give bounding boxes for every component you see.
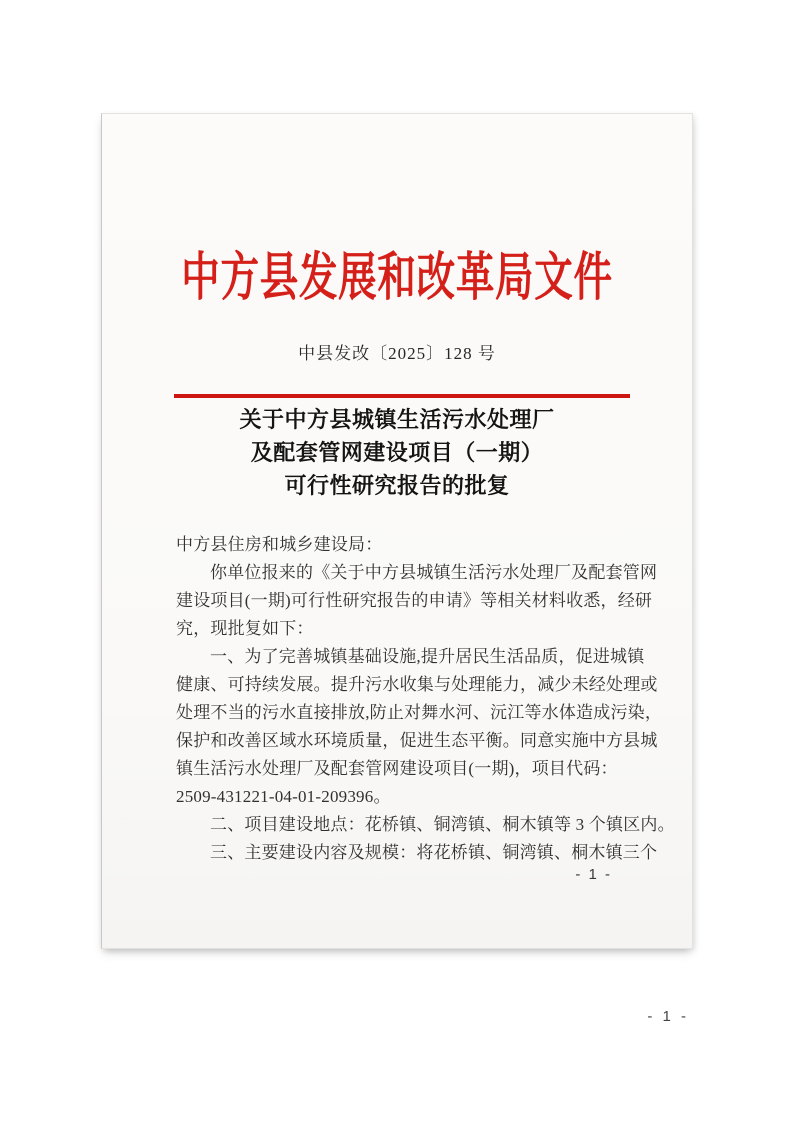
viewer-page-number: - 1 - [647,1008,689,1025]
body-line: 二、项目建设地点：花桥镇、铜湾镇、桐木镇等 3 个镇区内。 [210,815,675,834]
document-title-line-2: 及配套管网建设项目（一期） [250,440,544,465]
body-line: 三、主要建设内容及规模：将花桥镇、铜湾镇、桐木镇三个 [210,843,658,862]
body-line: 究，现批复如下： [176,619,314,638]
agency-header-title: 中方县发展和改革局文件 [181,250,613,307]
body-line: 一、为了完善城镇基础设施,提升居民生活品质，促进城镇 [210,647,645,666]
body-line: 保护和改善区域水环境质量，促进生态平衡。同意实施中方县城 [176,731,658,750]
document-body [176,531,675,867]
body-line: 你单位报来的《关于中方县城镇生活污水处理厂及配套管网 [210,563,658,582]
project-code-line: 2509-431221-04-01-209396。 [176,787,391,806]
body-line: 建设项目(一期)可行性研究报告的申请》等相关材料收悉，经研 [176,591,653,610]
document-reference-number: 中县发改〔2025〕128 号 [298,344,496,363]
document-title-line-3: 可行性研究报告的批复 [284,473,510,498]
body-line: 处理不当的污水直接排放,防止对舞水河、沅江等水体造成污染， [176,703,663,722]
document-page-number: - 1 - [575,866,612,883]
body-line: 健康、可持续发展。提升污水收集与处理能力，减少未经处理或 [176,675,658,694]
recipient-line: 中方县住房和城乡建设局： [176,535,383,554]
scanned-document-sheet [101,113,693,949]
body-line: 镇生活污水处理厂及配套管网建设项目(一期)，项目代码： [176,759,618,778]
red-divider-line [174,394,630,398]
document-title-line-1: 关于中方县城镇生活污水处理厂 [239,407,555,432]
document-title [102,403,692,502]
